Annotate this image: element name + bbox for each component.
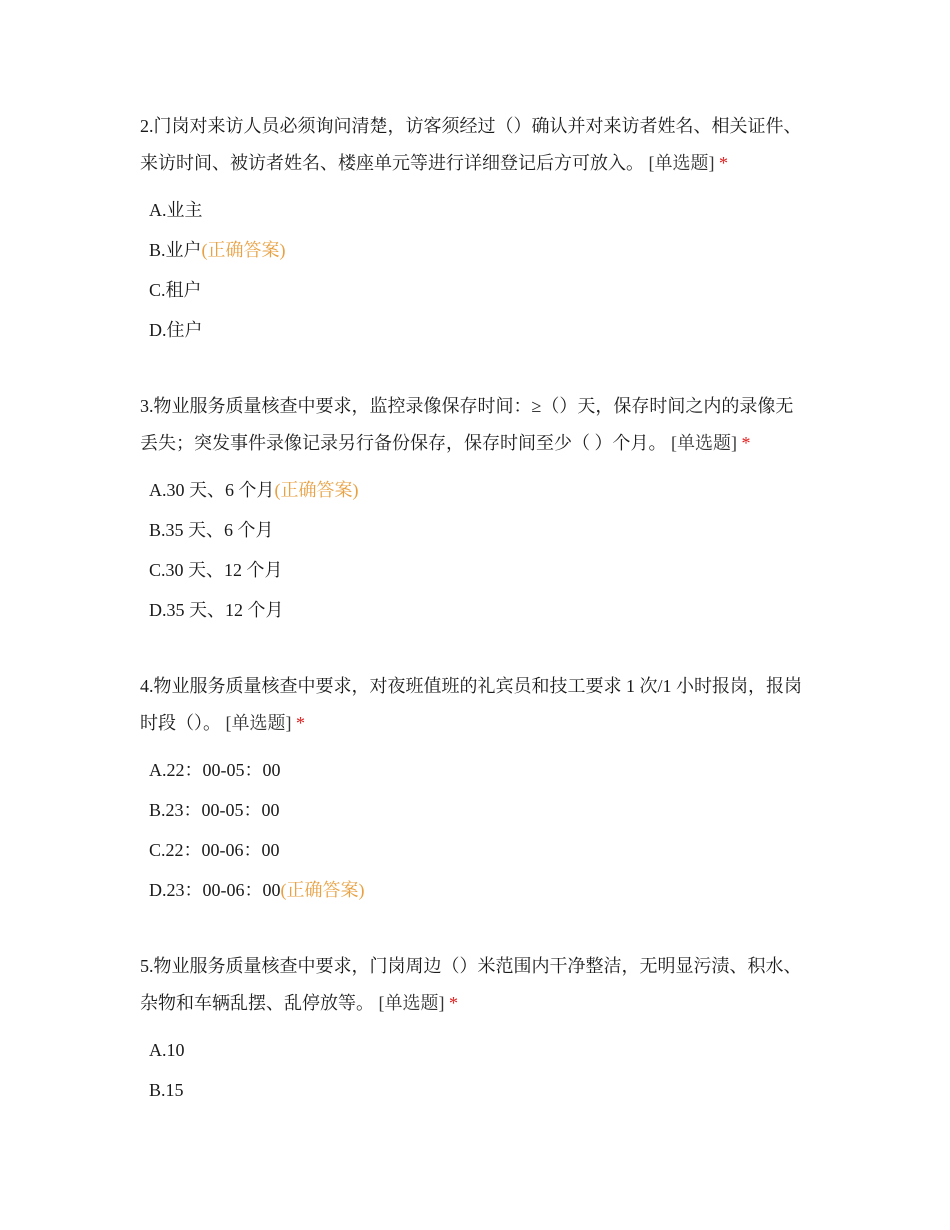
question-text: 3.物业服务质量核查中要求，监控录像保存时间：≥（）天，保存时间之内的录像无丢失；突发事件录像记录另行备份保存，保存时间至少（ ）个月。 bbox=[140, 396, 794, 453]
option-list bbox=[140, 470, 810, 630]
option-label: C.22：00-06：00 bbox=[149, 840, 280, 860]
question-type-tag: [单选题] bbox=[671, 433, 737, 453]
option-list bbox=[140, 1030, 810, 1110]
option-a[interactable] bbox=[149, 750, 810, 790]
option-d[interactable] bbox=[149, 590, 810, 630]
required-star: * bbox=[449, 993, 458, 1013]
option-b[interactable] bbox=[149, 790, 810, 830]
option-label: A.30 天、6 个月 bbox=[149, 480, 275, 500]
option-label: A.10 bbox=[149, 1040, 185, 1060]
question-stem bbox=[140, 668, 810, 742]
option-label: A.22：00-05：00 bbox=[149, 760, 281, 780]
correct-answer-mark: (正确答案) bbox=[201, 240, 286, 260]
option-a[interactable] bbox=[149, 470, 810, 510]
correct-answer-mark: (正确答案) bbox=[280, 880, 365, 900]
question-text: 4.物业服务质量核查中要求，对夜班值班的礼宾员和技工要求 1 次/1 小时报岗，报岗时段（）。 bbox=[140, 676, 802, 733]
question-3 bbox=[140, 388, 810, 630]
option-b[interactable] bbox=[149, 1070, 810, 1110]
option-a[interactable] bbox=[149, 1030, 810, 1070]
option-label: D.23：00-06：00 bbox=[149, 880, 281, 900]
option-c[interactable] bbox=[149, 830, 810, 870]
option-label: B.15 bbox=[149, 1080, 184, 1100]
option-label: B.业户 bbox=[149, 240, 202, 260]
option-label: B.35 天、6 个月 bbox=[149, 520, 274, 540]
option-c[interactable] bbox=[149, 270, 810, 310]
option-label: D.35 天、12 个月 bbox=[149, 600, 284, 620]
question-stem bbox=[140, 948, 810, 1022]
question-2 bbox=[140, 108, 810, 350]
option-d[interactable] bbox=[149, 310, 810, 350]
option-b[interactable] bbox=[149, 230, 810, 270]
option-label: A.业主 bbox=[149, 200, 203, 220]
option-label: B.23：00-05：00 bbox=[149, 800, 280, 820]
question-text: 2.门岗对来访人员必须询问清楚，访客须经过（）确认并对来访者姓名、相关证件、来访时间、被访者姓名、楼座单元等进行详细登记后方可放入。 bbox=[140, 116, 802, 173]
option-label: C.租户 bbox=[149, 280, 202, 300]
option-label: D.住户 bbox=[149, 320, 203, 340]
required-star: * bbox=[296, 713, 305, 733]
option-list bbox=[140, 190, 810, 350]
option-a[interactable] bbox=[149, 190, 810, 230]
option-d[interactable] bbox=[149, 870, 810, 910]
option-label: C.30 天、12 个月 bbox=[149, 560, 283, 580]
question-4 bbox=[140, 668, 810, 910]
question-stem bbox=[140, 108, 810, 182]
question-type-tag: [单选题] bbox=[225, 713, 292, 733]
question-text: 5.物业服务质量核查中要求，门岗周边（）米范围内干净整洁，无明显污渍、积水、杂物和车辆乱摆、乱停放等。 bbox=[140, 956, 802, 1013]
question-stem bbox=[140, 388, 810, 462]
question-type-tag: [单选题] bbox=[378, 993, 445, 1013]
correct-answer-mark: (正确答案) bbox=[274, 480, 359, 500]
option-b[interactable] bbox=[149, 510, 810, 550]
required-star: * bbox=[719, 153, 728, 173]
required-star: * bbox=[741, 433, 751, 453]
option-c[interactable] bbox=[149, 550, 810, 590]
option-list bbox=[140, 750, 810, 910]
question-5 bbox=[140, 948, 810, 1110]
question-type-tag: [单选题] bbox=[648, 153, 715, 173]
